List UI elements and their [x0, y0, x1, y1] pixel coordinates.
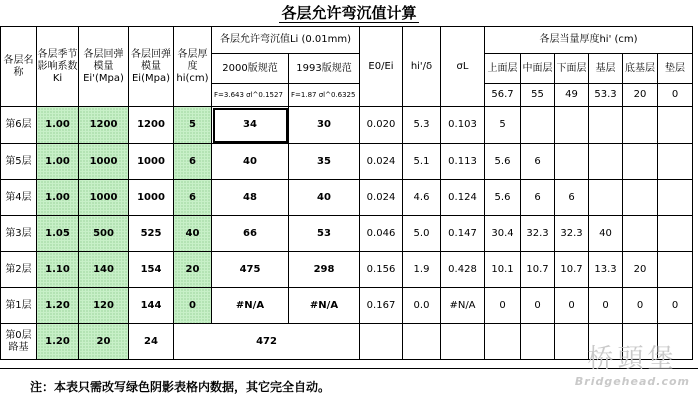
cell-l2000-selected[interactable]: 34: [212, 107, 289, 144]
cell-sigma[interactable]: 0.428: [441, 252, 485, 288]
header-subbase[interactable]: 底基层: [623, 54, 658, 84]
cell-eq-bottom[interactable]: 32.3: [555, 216, 589, 252]
cell-eq-cushion[interactable]: [658, 144, 693, 180]
sheet-title-text: 各层允许弯沉值计算: [281, 4, 417, 22]
cell-ki-input[interactable]: 1.05: [37, 216, 79, 252]
cell-ki-input[interactable]: 1.00: [37, 107, 79, 144]
cell-eq-top[interactable]: 10.1: [485, 252, 521, 288]
cell-rebound[interactable]: 1200: [129, 107, 174, 144]
table-row: [1, 144, 693, 180]
cell-eq-bottom[interactable]: [555, 144, 589, 180]
cell-thickness-input[interactable]: 6: [174, 144, 212, 180]
equiv-base[interactable]: 53.3: [589, 84, 623, 107]
watermark-en: Bridgehead.com: [574, 375, 690, 388]
cell-empty[interactable]: [441, 324, 485, 360]
cell-ki-input[interactable]: 1.20: [37, 288, 79, 324]
cell-sigma[interactable]: 0.103: [441, 107, 485, 144]
table-row: [1, 252, 693, 288]
cell-eq-bottom[interactable]: 6: [555, 180, 589, 216]
cell-h-delta[interactable]: 5.0: [403, 216, 441, 252]
cell-empty[interactable]: [485, 324, 521, 360]
cell-rebound-input[interactable]: 120: [79, 288, 129, 324]
cell-thickness-input[interactable]: 0: [174, 288, 212, 324]
equiv-top[interactable]: 56.7: [485, 84, 521, 107]
cell-eq-middle[interactable]: 6: [521, 144, 555, 180]
cell-layer-name[interactable]: 第5层: [1, 144, 37, 180]
cell-eq-subbase[interactable]: [623, 144, 658, 180]
equiv-middle[interactable]: 55: [521, 84, 555, 107]
cell-eq-subbase[interactable]: [623, 180, 658, 216]
cell-eq-cushion[interactable]: 0: [658, 288, 693, 324]
cell-l2000[interactable]: 66: [212, 216, 289, 252]
cell-ki-input[interactable]: 1.20: [37, 324, 79, 360]
cell-rebound-input[interactable]: 1000: [79, 144, 129, 180]
cell-l1993[interactable]: 53: [289, 216, 360, 252]
header-rebound-modulus[interactable]: 各层回弹模量Ei(Mpa): [129, 27, 174, 107]
cell-ki-input[interactable]: 1.00: [37, 144, 79, 180]
cell-e-ratio[interactable]: 0.020: [360, 107, 403, 144]
cell-thickness-input[interactable]: 5: [174, 107, 212, 144]
cell-eq-cushion[interactable]: [658, 107, 693, 144]
cell-eq-cushion[interactable]: [658, 252, 693, 288]
header-top-layer[interactable]: 上面层: [485, 54, 521, 84]
cell-eq-cushion[interactable]: [658, 180, 693, 216]
header-h-delta[interactable]: hi'/δ: [403, 27, 441, 107]
cell-subgrade-deflection[interactable]: 472: [174, 324, 360, 360]
cell-rebound-input[interactable]: 140: [79, 252, 129, 288]
cell-e-ratio[interactable]: 0.024: [360, 180, 403, 216]
header-cushion[interactable]: 垫层: [658, 54, 693, 84]
cell-eq-subbase[interactable]: 0: [623, 288, 658, 324]
cell-h-delta[interactable]: 0.0: [403, 288, 441, 324]
table-row: [1, 180, 693, 216]
cell-sigma[interactable]: 0.147: [441, 216, 485, 252]
cell-rebound[interactable]: 144: [129, 288, 174, 324]
watermark: [575, 338, 690, 388]
cell-eq-base[interactable]: [589, 180, 623, 216]
cell-eq-top[interactable]: 30.4: [485, 216, 521, 252]
cell-l1993[interactable]: 30: [289, 107, 360, 144]
cell-l2000[interactable]: 40: [212, 144, 289, 180]
header-e-ratio[interactable]: E0/Ei: [360, 27, 403, 107]
header-layer-name[interactable]: 各层名称: [1, 27, 37, 107]
cell-l1993[interactable]: #N/A: [289, 288, 360, 324]
cell-eq-subbase[interactable]: [623, 216, 658, 252]
cell-empty[interactable]: [360, 324, 403, 360]
deflection-table: [0, 26, 693, 360]
header-spec-2000[interactable]: 2000版规范: [212, 54, 289, 84]
table-row: [1, 107, 693, 144]
header-spec-1993[interactable]: 1993版规范: [289, 54, 360, 84]
cell-rebound[interactable]: 525: [129, 216, 174, 252]
header-thickness[interactable]: 各层厚度hi(cm): [174, 27, 212, 107]
table-row: [1, 288, 693, 324]
cell-l2000[interactable]: 48: [212, 180, 289, 216]
cell-e-ratio[interactable]: 0.156: [360, 252, 403, 288]
cell-sigma[interactable]: #N/A: [441, 288, 485, 324]
cell-eq-base[interactable]: 0: [589, 288, 623, 324]
cell-eq-subbase[interactable]: 20: [623, 252, 658, 288]
cell-l1993[interactable]: 40: [289, 180, 360, 216]
cell-empty[interactable]: [403, 324, 441, 360]
cell-layer-name[interactable]: 第6层: [1, 107, 37, 144]
cell-rebound-input[interactable]: 20: [79, 324, 129, 360]
cell-sigma[interactable]: 0.113: [441, 144, 485, 180]
header-deflection-group[interactable]: 各层允许弯沉值Li (0.01mm): [212, 27, 360, 54]
cell-e-ratio[interactable]: 0.024: [360, 144, 403, 180]
cell-layer-name[interactable]: 第2层: [1, 252, 37, 288]
equiv-subbase[interactable]: 20: [623, 84, 658, 107]
cell-l2000[interactable]: #N/A: [212, 288, 289, 324]
header-rebound-modulus-prime[interactable]: 各层回弹模量Ei'(Mpa): [79, 27, 129, 107]
sheet-title: [0, 2, 698, 24]
cell-ki-input[interactable]: 1.10: [37, 252, 79, 288]
cell-rebound[interactable]: 154: [129, 252, 174, 288]
cell-eq-middle[interactable]: 0: [521, 288, 555, 324]
cell-eq-subbase[interactable]: [623, 107, 658, 144]
cell-ki-input[interactable]: 1.00: [37, 180, 79, 216]
cell-thickness-input[interactable]: 40: [174, 216, 212, 252]
cell-eq-top[interactable]: 0: [485, 288, 521, 324]
cell-eq-middle[interactable]: 32.3: [521, 216, 555, 252]
cell-eq-bottom[interactable]: [555, 107, 589, 144]
header-equiv-group[interactable]: 各层当量厚度hi' (cm): [485, 27, 693, 54]
cell-l2000[interactable]: 475: [212, 252, 289, 288]
header-base[interactable]: 基层: [589, 54, 623, 84]
equiv-cushion[interactable]: 0: [658, 84, 693, 107]
cell-rebound-input[interactable]: 500: [79, 216, 129, 252]
cell-eq-base[interactable]: 13.3: [589, 252, 623, 288]
cell-h-delta[interactable]: 5.3: [403, 107, 441, 144]
formula-1993[interactable]: F=1.87 σl^0.6325: [289, 84, 360, 107]
cell-layer-name[interactable]: 第4层: [1, 180, 37, 216]
cell-layer-name[interactable]: 第1层: [1, 288, 37, 324]
header-sigma[interactable]: σL: [441, 27, 485, 107]
cell-eq-bottom[interactable]: 10.7: [555, 252, 589, 288]
cell-eq-base[interactable]: 40: [589, 216, 623, 252]
cell-empty[interactable]: [521, 324, 555, 360]
cell-eq-base[interactable]: [589, 144, 623, 180]
header-bottom-layer[interactable]: 下面层: [555, 54, 589, 84]
footer-note-text: 注：本表只需改写绿色阴影表格内数据，其它完全自动。: [30, 380, 331, 394]
cell-h-delta[interactable]: 1.9: [403, 252, 441, 288]
cell-thickness-input[interactable]: 20: [174, 252, 212, 288]
cell-eq-base[interactable]: [589, 107, 623, 144]
cell-thickness-input[interactable]: 6: [174, 180, 212, 216]
cell-h-delta[interactable]: 4.6: [403, 180, 441, 216]
formula-2000[interactable]: F=3.643 σl^0.1527: [212, 84, 289, 107]
cell-rebound[interactable]: 1000: [129, 180, 174, 216]
cell-e-ratio[interactable]: 0.167: [360, 288, 403, 324]
cell-l1993[interactable]: 298: [289, 252, 360, 288]
cell-l1993[interactable]: 35: [289, 144, 360, 180]
cell-e-ratio[interactable]: 0.046: [360, 216, 403, 252]
watermark-cn: 桥頭堡: [587, 344, 678, 374]
cell-eq-middle[interactable]: [521, 107, 555, 144]
equiv-bottom[interactable]: 49: [555, 84, 589, 107]
table-row: [1, 216, 693, 252]
cell-eq-middle[interactable]: 6: [521, 180, 555, 216]
cell-layer-name[interactable]: 第0层路基: [1, 324, 37, 360]
cell-eq-top[interactable]: 5: [485, 107, 521, 144]
cell-eq-top[interactable]: 5.6: [485, 144, 521, 180]
cell-eq-cushion[interactable]: [658, 216, 693, 252]
cell-eq-bottom[interactable]: 0: [555, 288, 589, 324]
cell-rebound-input[interactable]: 1200: [79, 107, 129, 144]
cell-eq-middle[interactable]: 10.7: [521, 252, 555, 288]
cell-layer-name[interactable]: 第3层: [1, 216, 37, 252]
cell-eq-top[interactable]: 5.6: [485, 180, 521, 216]
header-middle-layer[interactable]: 中面层: [521, 54, 555, 84]
cell-sigma[interactable]: 0.124: [441, 180, 485, 216]
cell-rebound[interactable]: 24: [129, 324, 174, 360]
header-ki[interactable]: 各层季节影响系数Ki: [37, 27, 79, 107]
cell-rebound[interactable]: 1000: [129, 144, 174, 180]
cell-h-delta[interactable]: 5.1: [403, 144, 441, 180]
cell-rebound-input[interactable]: 1000: [79, 180, 129, 216]
